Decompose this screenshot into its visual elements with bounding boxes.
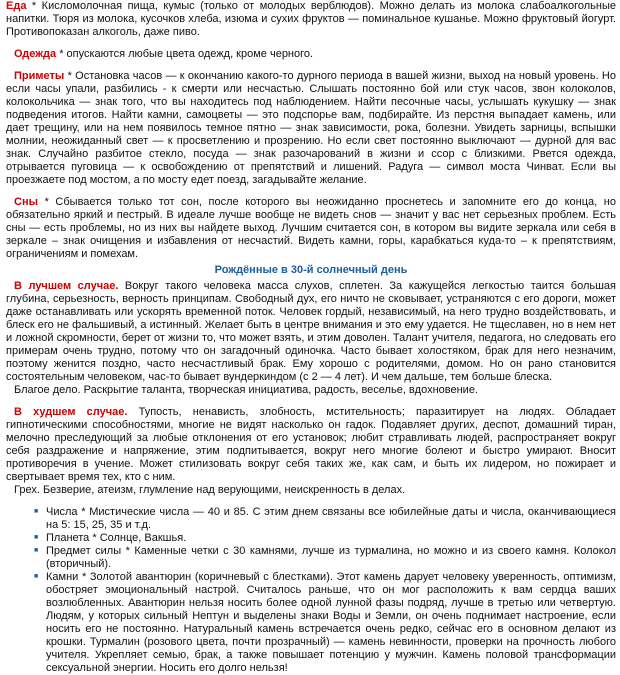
list-item-planet: ■ Планета * Солнце, Вакшья. [46, 532, 616, 545]
omens-text: * Остановка часов — к окончанию какого-то дурного периода в вашей жизни, выход на новый уровень. Но если часы упали, разбились - к смерти или несчастью. Слышать постоянно бой или стук часов, звон колоколов, колокольчика — знак того, что вы находитесь под наблюдением. Найти песочные часы, услышать кукушку — знак подведения итогов. Найти камни, самоцветы — это подспорье вам, подбирайте. Из перстня выпадает камень, или дает трещину, или на нем появилось темное пятно — знак зависимости, рока, болезни. Увидеть зарницы, вспышки молнии, неожиданный свет — к просветлению и прозрению. Но если свет постоянно выключают — дурной для вас знак. Случайно разбитое стекло, посуда — знак разочарований в жизни и ссор с близкими. Рвется одежда, отрывается пуговица — к освобождению от препятствий и лишений. Радуга — символ моста Чинват. Если вы проезжаете под мостом, а по мосту едет поезд, загадывайте желание. [6, 70, 616, 186]
omens-label: Приметы [14, 70, 65, 82]
worst-case-label: В худшем случае. [14, 406, 128, 418]
clothes-paragraph [6, 48, 616, 61]
best-case-extra: Благое дело. Раскрытие таланта, творческая инициатива, радость, веселье, вдохновение. [14, 384, 478, 396]
clothes-label: Одежда [14, 48, 57, 60]
worst-case-extra: Грех. Безверие, атеизм, глумление над верующими, неискренность в делах. [14, 484, 406, 496]
omens-paragraph [6, 70, 616, 187]
attributes-list [6, 506, 616, 675]
dreams-label: Сны [14, 196, 38, 208]
dreams-paragraph [6, 196, 616, 261]
list-item-stones: ■ Камни * Золотой авантюрин (коричневый с блестками). Этот камень дарует человеку уверенность, оптимизм, обостряет эмоциональный настрой. Считалось раньше, что он мог расположить к вам сердца ваших возлюбленных. Авантюрин нельзя носить более одной лунной фазы подряд, лучше в третью или четвертую. Людям, у которых сильный Нептун и выделены знаки Воды и Земли, он очень поднимает настроение, если носить его не постоянно. Натуральный камень встречается очень редко, сейчас его в основном делают из крошки. Турмалин (розового цвета, почти прозрачный) — камень невинности, проверки на прочность любого учителя. Укрепляет семью, брак, а также повышает потенцию у мужчин. Камень половой трансформации сексуальной энергии. Носить его долго нельзя! [46, 571, 616, 675]
worst-case-text: Тупость, ненависть, злобность, мстительность; паразитирует на людях. Обладает гипнотическими способностями, многие не видят насколько он гадок. Подавляет других, деспот, домашний тиран, мелочно преследующий за любые отклонения от его установок; любит стравливать людей, распространяет вокруг себя раздражение и напряжение, этим подпитывается, вокруг него многие болеют и быстро умирают. Вносит противоречия в учение. Может стилизовать вокруг себя таких же, как сам, и быть их лидером, но пожирает и свертывает время тех, кто с ним. [6, 406, 617, 483]
section-heading: Рождённые в 30-й солнечный день [214, 264, 408, 276]
worst-case-paragraph [6, 406, 616, 484]
food-label: Еда [6, 0, 27, 12]
list-item-numbers: ■ Числа * Мистические числа — 40 и 85. С этим днем связаны все юбилейные даты и числа, оканчивающиеся на 5: 15, 25, 35 и т.д. [46, 506, 616, 532]
best-case-text: Вокруг такого человека масса слухов, сплетен. За кажущейся легкостью таится большая глубина, серьезность, верность принципам. Свободный дух, его ничто не сковывает, устраняются с его дороги, может даже останавливать или ускорять временной поток. Человек гордый, независимый, на него трудно воздействовать, и блеск его не фальшивый, а истинный. Желает быть в центре внимания и это ему удается. Не тщеславен, но в нем нет и ложной скромности, берет от жизни то, что может взять, и этим доволен. Талант учителя, педагога, но следовать его примерам очень трудно, потому что он загадочный одиночка. Часто бывает холостяком, брак для него незначим, поэтому женится поздно, часто несчастливый брак. Ему хорошо с родителями, домом. Но он рано становится состоятельным человеком, час-то бывает вундеркиндом (с 2 — 4 лет). И чем дальше, тем больше блеска. [6, 280, 616, 383]
food-paragraph [6, 0, 616, 39]
dreams-text: * Сбывается только тот сон, после которого вы неожиданно проснетесь и запомните его до конца, но обязательно яркий и пестрый. В идеале лучше вообще не видеть снов — значит у вас нет серьезных проблем. Есть сны — есть проблемы, но из них вы найдете выход. Лучшим считается сон, в котором вы видите зеркала или себя в зеркале – знак очищения и избавления от несчастий. Видеть камни, горы, карабкаться куда-то – к препятствиям, ограничениям и помехам. [6, 196, 616, 260]
best-case-label: В лучшем случае. [14, 280, 119, 292]
best-case-paragraph [6, 280, 616, 384]
food-text: * Кисломолочная пища, кумыс (только от молодых верблюдов). Можно делать из молока слабоалкогольные напитки. Тюря из молока, кусочков хлеба, изюма и сухих фруктов — поминальное кушанье. Можно фруктовый йогурт. Противопоказан алкоголь, даже пиво. [6, 0, 616, 38]
list-item-power-object: ■ Предмет силы * Каменные четки с 30 камнями, лучше из турмалина, но можно и из своего камня. Колокол (вторичный). [46, 545, 616, 571]
clothes-text: * опускаются любые цвета одежд, кроме черного. [56, 48, 314, 60]
